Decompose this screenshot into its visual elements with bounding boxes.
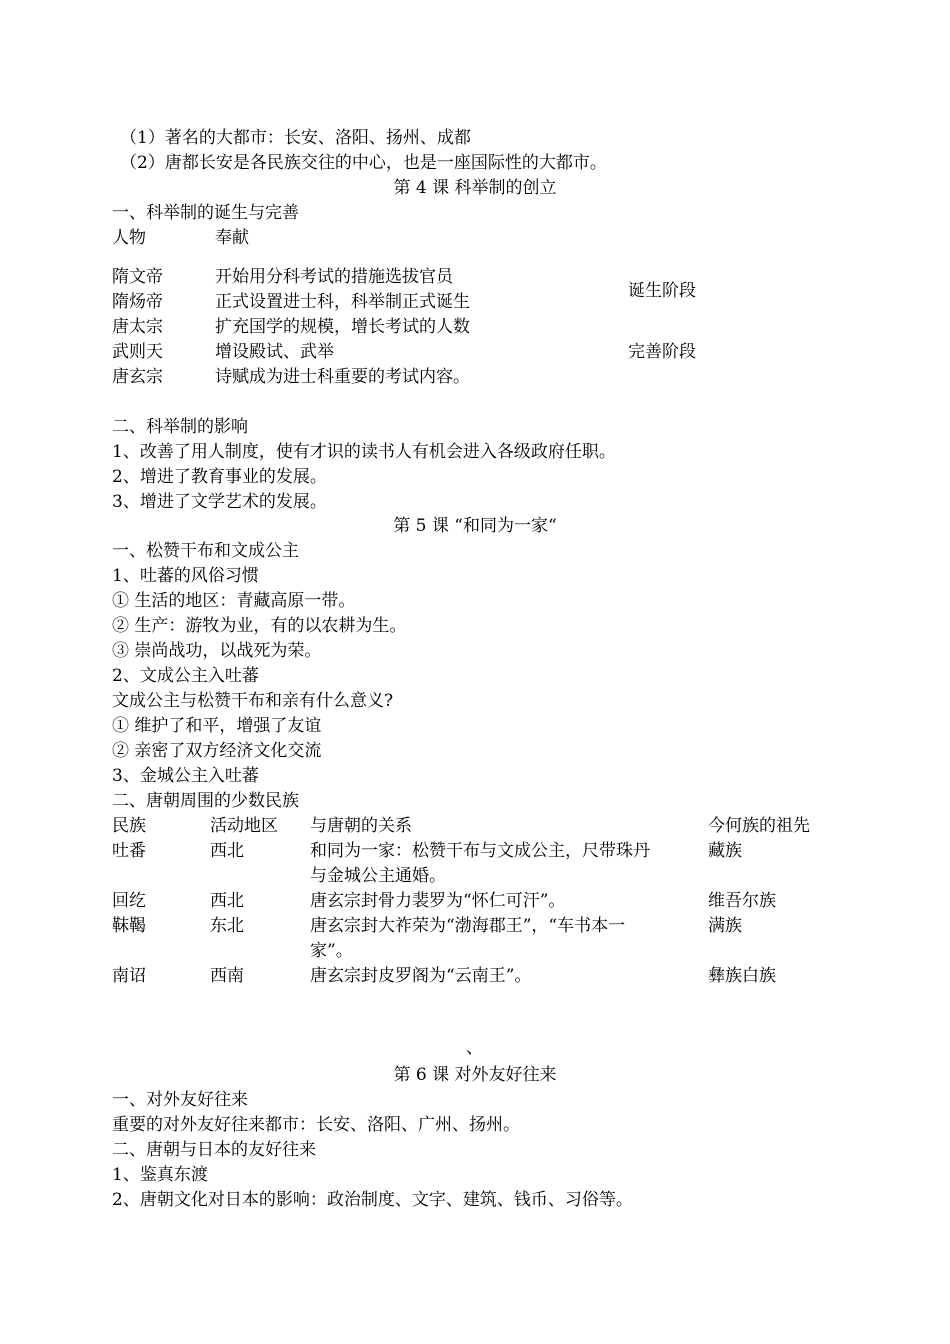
custom-item: ② 生产：游牧为业，有的以农耕为生。 [112, 616, 407, 636]
effect-item: 2、增进了教育事业的发展。 [112, 467, 327, 487]
ethnic-relation: 唐玄宗封骨力裴罗为“怀仁可汗”。 [310, 891, 566, 911]
exam-table-contribution: 诗赋成为进士科重要的考试内容。 [215, 367, 470, 387]
exam-table-person: 隋炀帝 [112, 292, 163, 312]
exam-table-contribution: 增设殿试、武举 [215, 342, 334, 362]
lesson5-title: 第 5 课 “和同为一家“ [393, 516, 557, 536]
effect-item: 1、改善了用人制度，使有才识的读书人有机会进入各级政府任职。 [112, 442, 616, 462]
meaning-item: ② 亲密了双方经济文化交流 [112, 741, 322, 761]
lesson4-section2-heading: 二、科举制的影响 [112, 417, 248, 437]
effect-item: 3、增进了文学艺术的发展。 [112, 492, 327, 512]
jianzhen-line: 1、鉴真东渡 [112, 1165, 208, 1185]
ethnic-region: 西北 [210, 841, 244, 861]
ethnic-name: 靺鞨 [112, 916, 146, 936]
ethnic-region: 西南 [210, 966, 244, 986]
ethnic-ancestor: 满族 [708, 916, 742, 936]
ethnic-relation-cont: 家”。 [310, 941, 353, 961]
ethnic-relation: 唐玄宗封皮罗阁为“云南王”。 [310, 966, 532, 986]
lesson4-title: 第 4 课 科举制的创立 [393, 178, 557, 198]
lesson5-section1-heading: 一、松赞干布和文成公主 [112, 541, 299, 561]
exam-table-contribution: 扩充国学的规模，增长考试的人数 [215, 317, 470, 337]
city-list-line: （1）著名的大都市：长安、洛阳、扬州、成都 [120, 128, 471, 148]
ethnic-name: 吐番 [112, 841, 146, 861]
ethnic-relation: 唐玄宗封大祚荣为“渤海郡王”，“车书本一 [310, 916, 626, 936]
ethnic-region: 东北 [210, 916, 244, 936]
changan-line: （2）唐都长安是各民族交往的中心，也是一座国际性的大都市。 [120, 153, 607, 173]
ethnic-relation-cont: 与金城公主通婚。 [310, 866, 446, 886]
ethnic-table-header: 活动地区 [210, 816, 278, 836]
stage-birth-label: 诞生阶段 [628, 281, 696, 301]
lesson6-section2-heading: 二、唐朝与日本的友好往来 [112, 1140, 316, 1160]
exam-table-person: 武则天 [112, 342, 163, 362]
ethnic-ancestor: 维吾尔族 [708, 891, 776, 911]
jincheng-heading: 3、金城公主入吐蕃 [112, 766, 259, 786]
custom-item: ③ 崇尚战功，以战死为荣。 [112, 641, 322, 661]
stray-mark: 、 [466, 1038, 483, 1058]
exam-table-contribution: 开始用分科考试的措施选拔官员 [215, 267, 453, 287]
custom-item: ① 生活的地区：青藏高原一带。 [112, 591, 356, 611]
stage-perfect-label: 完善阶段 [628, 342, 696, 362]
lesson6-title: 第 6 课 对外友好往来 [393, 1065, 557, 1085]
influence-line: 2、唐朝文化对日本的影响：政治制度、文字、建筑、钱币、习俗等。 [112, 1190, 633, 1210]
ethnic-ancestor: 藏族 [708, 841, 742, 861]
exam-table-header-contribution: 奉献 [215, 228, 249, 248]
lesson5-section2-heading: 二、唐朝周围的少数民族 [112, 791, 299, 811]
lesson6-section1-heading: 一、对外友好往来 [112, 1090, 248, 1110]
ethnic-table-header: 与唐朝的关系 [310, 816, 412, 836]
marriage-question: 文成公主与松赞干布和亲有什么意义? [112, 691, 394, 711]
lesson4-section1-heading: 一、科举制的诞生与完善 [112, 203, 299, 223]
exam-table-contribution: 正式设置进士科，科举制正式诞生 [215, 292, 470, 312]
customs-heading: 1、吐蕃的风俗习惯 [112, 566, 259, 586]
exam-table-person: 唐太宗 [112, 317, 163, 337]
exam-table-person: 隋文帝 [112, 267, 163, 287]
ethnic-region: 西北 [210, 891, 244, 911]
ethnic-name: 回纥 [112, 891, 146, 911]
ethnic-relation: 和同为一家：松赞干布与文成公主，尺带珠丹 [310, 841, 650, 861]
wencheng-heading: 2、文成公主入吐蕃 [112, 666, 259, 686]
ethnic-ancestor: 彝族白族 [708, 966, 776, 986]
ethnic-table-header: 今何族的祖先 [708, 816, 810, 836]
cities-line: 重要的对外友好往来都市：长安、洛阳、广州、扬州。 [112, 1115, 520, 1135]
meaning-item: ① 维护了和平，增强了友谊 [112, 716, 322, 736]
exam-table-person: 唐玄宗 [112, 367, 163, 387]
exam-table-header-person: 人物 [112, 228, 146, 248]
ethnic-table-header: 民族 [112, 816, 146, 836]
ethnic-name: 南诏 [112, 966, 146, 986]
